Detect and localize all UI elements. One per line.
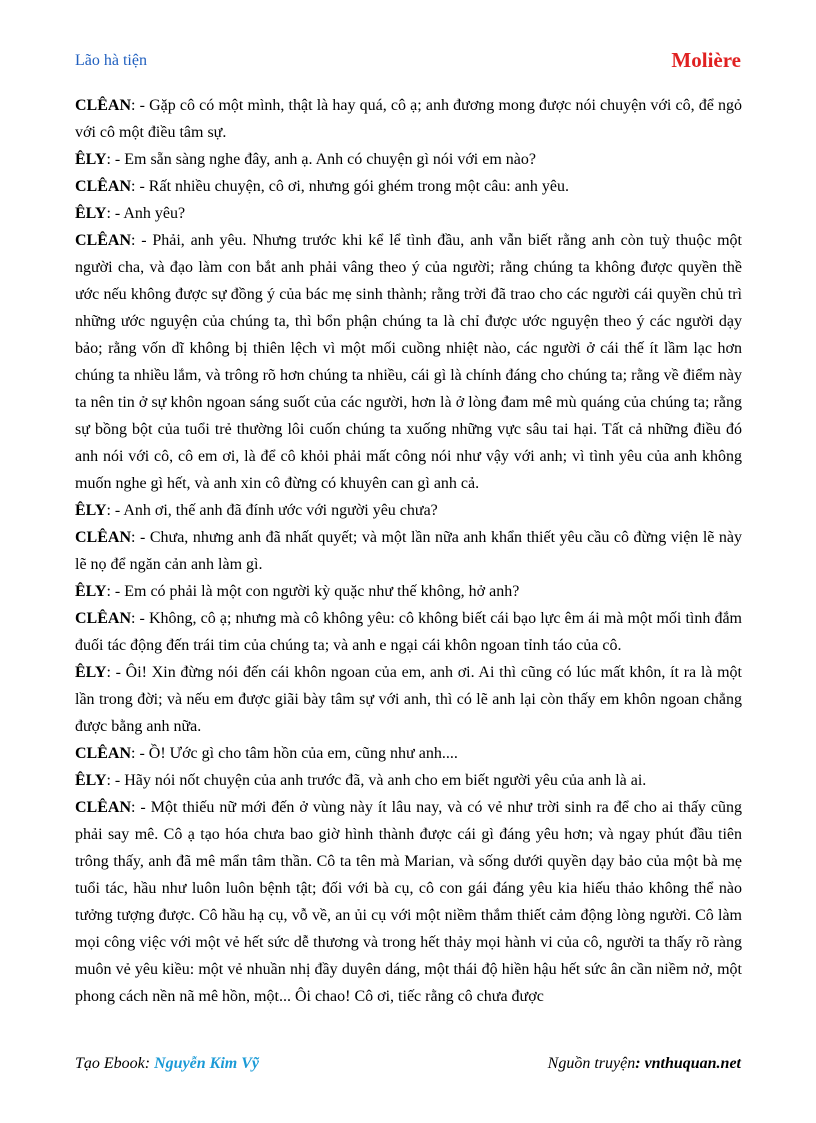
line-text: Rất nhiều chuyện, cô ơi, nhưng gói ghém trong một câu: anh yêu. [148,178,569,195]
speaker-separator: : - [131,799,151,816]
dialogue-line [75,173,742,200]
dialogue-line [75,497,742,524]
ebook-credit-label: Tạo Ebook [75,1055,145,1072]
line-text: Gặp cô có một mình, thật là hay quá, cô ạ; anh đương mong được nói chuyện với cô, để ngỏ với cô một điều tâm sự. [75,97,742,141]
book-title: Lão hà tiện [75,52,147,69]
speaker-name: CLÊAN [75,97,132,114]
line-text: Em có phải là một con người kỳ quặc như thế không, hở anh? [124,583,520,600]
line-text: Một thiếu nữ mới đến ở vùng này ít lâu nay, và có vẻ như trời sinh ra để cho ai thấy cũng phải say mê. Cô ạ tạo hóa chưa bao giờ hình thành được cái gì đáng yêu hơn; và ngay phút đầu tiên trông thấy, anh đã mê mẩn tâm thần. Cô ta tên mà Marian, và sống dưới quyền dạy bảo của một bà mẹ tuổi tác, hầu như luôn luôn bệnh tật; đối với bà cụ, cô con gái đáng yêu kia hiếu thảo không thể nào tưởng tượng được. Cô hầu hạ cụ, vỗ về, an ủi cụ với một niềm thắm thiết cảm động lòng người. Cô làm mọi công việc với một vẻ hết sức dễ thương và trong hết thảy mọi hành vi của cô, người ta thấy rõ ràng muôn vẻ yêu kiều: một vẻ nhuần nhị đầy duyên dáng, một thái độ hiền hậu hết sức ân cần niềm nở, một phong cách nền nã mê hồn, một... Ôi chao! Cô ơi, tiếc rằng cô chưa được [75,799,742,1005]
speaker-separator: : - [131,529,150,546]
line-text: Chưa, nhưng anh đã nhất quyết; và một lần nữa anh khẩn thiết yêu cầu cô đừng viện lẽ này lẽ nọ để ngăn cản anh làm gì. [75,529,742,573]
page-footer [75,1055,741,1079]
dialogue-line [75,578,742,605]
speaker-separator: : - [131,232,153,249]
page-header [75,48,741,78]
speaker-separator: : - [106,583,125,600]
speaker-name: CLÊAN [75,529,132,546]
line-text: Em sẵn sàng nghe đây, anh ạ. Anh có chuyện gì nói với em nào? [124,151,536,168]
speaker-separator: : - [131,178,149,195]
speaker-separator: : - [131,745,149,762]
source-site: vnthuquan.net [644,1055,741,1072]
speaker-separator: : - [131,610,149,627]
speaker-separator: : - [131,97,150,114]
ebook-creator-name: Nguyễn Kim Vỹ [154,1055,259,1072]
line-text: Anh ơi, thế anh đã đính ước với người yêu chưa? [123,502,438,519]
ebook-credit [75,1055,259,1073]
speaker-name: ÊLY [75,205,107,222]
line-text: Hãy nói nốt chuyện của anh trước đã, và anh cho em biết người yêu của anh là ai. [124,772,647,789]
line-text: Ồ! Ước gì cho tâm hồn của em, cũng như anh.... [148,745,458,762]
speaker-name: CLÊAN [75,232,132,249]
author-name: Molière [671,48,741,72]
source-credit-label: Nguồn truyện [547,1055,636,1072]
speaker-separator: : - [106,664,126,681]
speaker-name: ÊLY [75,664,107,681]
dialogue-line [75,524,742,578]
dialogue-line [75,794,742,1010]
line-text: Phải, anh yêu. Nhưng trước khi kể lể tình đầu, anh vẫn biết rằng anh còn tuỳ thuộc một người cha, và đạo làm con bắt anh phải vâng theo ý của người; rằng chúng ta không được quyền thề ước nếu không được sự đồng ý của bác mẹ sinh thành; rằng trời đã trao cho các người cái quyền chủ trì những ước nguyện của chúng ta, thì bổn phận chúng ta là chỉ được ước nguyện theo ý các người dạy bảo; rằng vốn dĩ không bị thiên lệch vì một mối cuồng nhiệt nào, các người ở cái thế ít lầm lạc hơn chúng ta nhiều lắm, và trông rõ hơn chúng ta nhiều, cái gì là chính đáng cho chúng ta; rằng về điểm này ta nên tin ở sự khôn ngoan sáng suốt của các người, hơn là ở lòng đam mê mù quáng của chúng ta; rằng sự bồng bột của tuổi trẻ thường lôi cuốn chúng ta xuống những vực sâu tai hại. Tất cả những điều đó anh nói với cô, cô em ơi, là để cô khỏi phải mất công nói như vậy với anh; vì tình yêu của anh không muốn nghe gì hết, và anh xin cô đừng có khuyên can gì anh cả. [75,232,742,492]
dialogue-line [75,740,742,767]
speaker-name: ÊLY [75,772,107,789]
dialogue-body [75,92,742,1010]
source-credit [548,1055,741,1073]
line-text: Không, cô ạ; nhưng mà cô không yêu: cô không biết cái bạo lực êm ái mà một mối tình đắm đuối tác động đến trái tim của chúng ta; và anh e ngại cái khôn ngoan tỉnh táo của cô. [75,610,742,654]
dialogue-line [75,227,742,497]
dialogue-line [75,605,742,659]
speaker-separator: : - [106,772,125,789]
dialogue-line [75,146,742,173]
dialogue-line [75,767,742,794]
speaker-name: CLÊAN [75,178,132,195]
speaker-separator: : - [106,205,124,222]
line-text: Ôi! Xin đừng nói đến cái khôn ngoan của em, anh ơi. Ai thì cũng có lúc mất khôn, ít ra là một lần trong đời; và nếu em được giãi bày tâm sự với anh, thì có lẽ anh lại còn thấy em khôn ngoan chẳng được bằng anh nữa. [75,664,743,735]
speaker-name: ÊLY [75,151,107,168]
speaker-name: ÊLY [75,502,107,519]
speaker-name: ÊLY [75,583,107,600]
source-credit-separator: : [635,1055,645,1072]
speaker-name: CLÊAN [75,799,132,816]
dialogue-line [75,659,742,740]
speaker-name: CLÊAN [75,610,132,627]
speaker-separator: : - [106,151,125,168]
line-text: Anh yêu? [123,205,186,222]
speaker-name: CLÊAN [75,745,132,762]
dialogue-line [75,200,742,227]
speaker-separator: : - [106,502,124,519]
dialogue-line [75,92,742,146]
ebook-credit-separator: : [144,1055,155,1072]
